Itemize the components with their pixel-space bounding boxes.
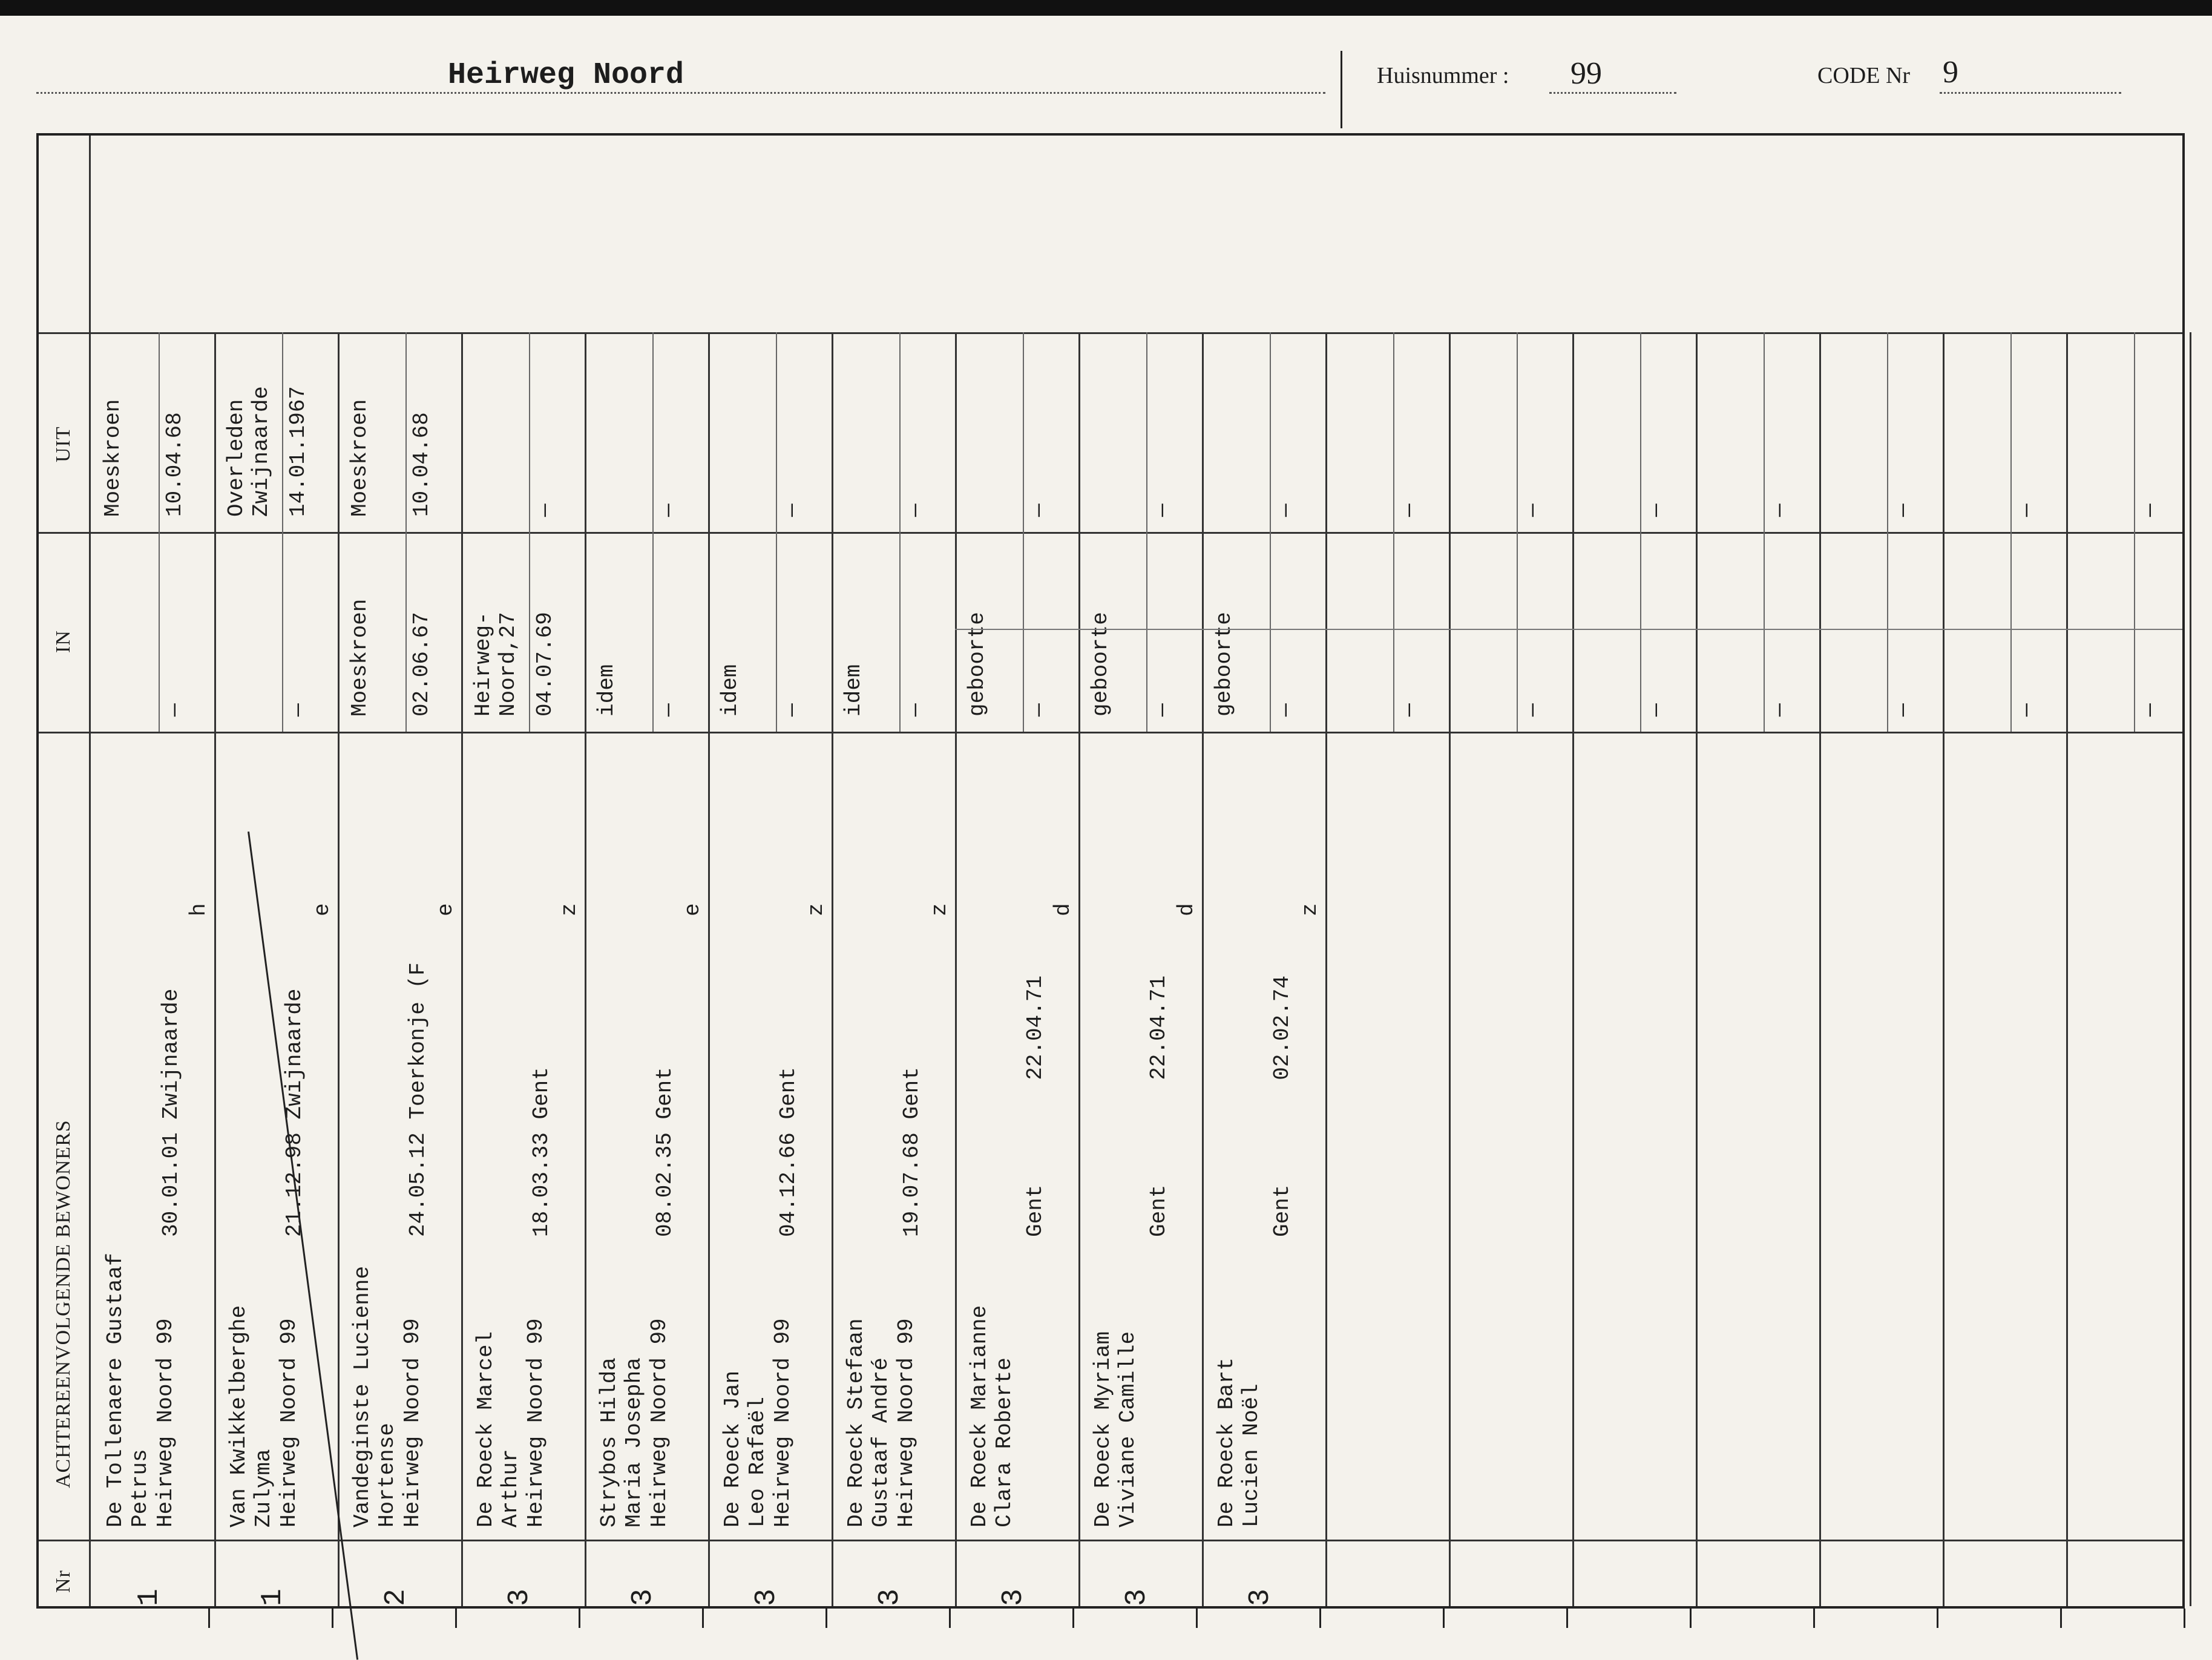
row-label-residents: ACHTEREENVOLGENDE BEWONERS — [52, 1120, 74, 1488]
column-divider — [1572, 332, 1574, 1606]
in-date: — — [779, 703, 804, 717]
column-subdivider — [1270, 332, 1271, 732]
row-label-nr: Nr — [52, 1570, 74, 1593]
street-dotted-line — [36, 92, 1325, 94]
in-place: geboorte — [1088, 612, 1113, 717]
resident-name: Vandeginste Lucienne Hortense Heirweg Noord 99 — [350, 1265, 425, 1527]
row-divider-residents — [39, 732, 2182, 733]
in-date: — — [1273, 703, 1298, 717]
bottom-tick — [1443, 1609, 1445, 1628]
resident-name: Strybos Hilda Maria Josepha Heirweg Noord 99 — [597, 1318, 672, 1527]
in-date: — — [286, 703, 310, 717]
code-label: CODE Nr — [1817, 63, 1911, 88]
bottom-column-ticks — [33, 1609, 2181, 1628]
street-name: Heirweg Noord — [448, 58, 684, 93]
resident-nr: 3 — [874, 1589, 907, 1606]
resident-nr: 2 — [380, 1589, 413, 1606]
column-subdivider — [159, 332, 160, 732]
house-number-dotted-line — [1549, 92, 1676, 94]
uit-date: — — [1273, 504, 1298, 517]
resident-name: De Tollenaere Gustaaf Petrus Heirweg Noord 99 — [103, 1253, 178, 1527]
resident-name: De Roeck Myriam Viviane Camille — [1091, 1331, 1141, 1527]
resident-birth: 24.05.12 Toerkonje (F — [405, 962, 430, 1237]
resident-nr: 3 — [504, 1589, 536, 1606]
column-divider — [1696, 332, 1698, 1606]
uit-date: 14.01.1967 — [286, 385, 310, 517]
column-divider — [832, 332, 833, 1606]
uit-date: — — [2138, 504, 2162, 517]
bottom-tick — [1319, 1609, 1321, 1628]
in-date: — — [1644, 703, 1669, 717]
in-place: idem — [718, 664, 743, 717]
resident-nr: 3 — [1121, 1589, 1154, 1606]
code-dotted-line — [1940, 92, 2121, 94]
bottom-tick — [2184, 1609, 2185, 1628]
column-divider — [1078, 332, 1080, 1606]
resident-birth: Gent 02.02.74 — [1270, 975, 1295, 1237]
bottom-tick — [702, 1609, 704, 1628]
column-subdivider — [652, 332, 654, 732]
house-number-value: 99 — [1570, 56, 1602, 91]
in-row-subline — [955, 629, 2182, 630]
resident-mark: d — [1174, 903, 1199, 916]
resident-name: De Roeck Marcel Arthur Heirweg Noord 99 — [473, 1318, 548, 1527]
column-subdivider — [1887, 332, 1888, 732]
bottom-tick — [2060, 1609, 2062, 1628]
deceased-strike-line — [248, 832, 358, 1660]
bottom-tick — [332, 1609, 333, 1628]
in-date: 02.06.67 — [409, 612, 434, 717]
column-divider — [2066, 332, 2068, 1606]
bottom-tick — [579, 1609, 580, 1628]
column-divider — [1819, 332, 1821, 1606]
uit-date: — — [1644, 504, 1669, 517]
resident-name: De Roeck Bart Lucien Noël — [1214, 1357, 1264, 1527]
column-subdivider — [776, 332, 777, 732]
in-date: — — [1891, 703, 1915, 717]
resident-mark: z — [557, 903, 582, 916]
resident-name: De Roeck Marianne Clara Roberte — [967, 1305, 1017, 1527]
column-subdivider — [2010, 332, 2012, 732]
in-date: — — [2014, 703, 2039, 717]
column-subdivider — [899, 332, 901, 732]
uit-date: — — [1026, 504, 1051, 517]
uit-date: — — [903, 504, 928, 517]
in-place: idem — [841, 664, 866, 717]
row-divider-uit — [39, 332, 2182, 334]
resident-birth: 21.12.98 Zwijnaarde — [282, 988, 307, 1237]
in-place: geboorte — [1212, 612, 1236, 717]
in-date: — — [2138, 703, 2162, 717]
resident-register-table — [36, 133, 2185, 1609]
resident-mark: d — [1051, 903, 1075, 916]
column-divider — [1943, 332, 1945, 1606]
resident-birth: Gent 22.04.71 — [1023, 975, 1048, 1237]
bottom-tick — [949, 1609, 951, 1628]
in-date: 04.07.69 — [533, 612, 557, 717]
column-divider — [708, 332, 710, 1606]
bottom-tick — [1196, 1609, 1198, 1628]
column-divider — [955, 332, 957, 1606]
bottom-tick — [1566, 1609, 1568, 1628]
in-date: — — [1520, 703, 1545, 717]
uit-date: — — [779, 504, 804, 517]
column-subdivider — [1023, 332, 1024, 732]
uit-date: — — [533, 504, 557, 517]
uit-date: — — [1150, 504, 1175, 517]
uit-date: 10.04.68 — [162, 412, 187, 517]
bottom-tick — [208, 1609, 210, 1628]
uit-place: Moeskroen — [100, 399, 125, 517]
house-number-label: Huisnummer : — [1377, 63, 1509, 88]
column-divider — [1325, 332, 1327, 1606]
resident-birth: Gent 22.04.71 — [1146, 975, 1171, 1237]
column-subdivider — [1146, 332, 1147, 732]
bottom-tick — [1690, 1609, 1692, 1628]
resident-birth: 18.03.33 Gent — [529, 1067, 554, 1237]
in-place: Moeskroen — [347, 599, 372, 717]
resident-mark: e — [310, 903, 335, 916]
column-subdivider — [2134, 332, 2135, 732]
resident-name: De Roeck Stefaan Gustaaf André Heirweg Noord 99 — [844, 1318, 919, 1527]
resident-mark: z — [1298, 903, 1322, 916]
resident-birth: 30.01.01 Zwijnaarde — [159, 988, 183, 1237]
resident-nr: 3 — [750, 1589, 783, 1606]
resident-mark: z — [927, 903, 952, 916]
in-date: — — [1150, 703, 1175, 717]
in-place: idem — [594, 664, 619, 717]
column-divider — [461, 332, 463, 1606]
uit-date: 10.04.68 — [409, 412, 434, 517]
uit-date: — — [1520, 504, 1545, 517]
column-divider — [2190, 332, 2191, 1606]
bottom-tick — [825, 1609, 827, 1628]
column-divider — [585, 332, 586, 1606]
row-label-in: IN — [52, 630, 74, 653]
in-date: — — [903, 703, 928, 717]
resident-nr: 1 — [257, 1589, 289, 1606]
uit-date: — — [1891, 504, 1915, 517]
column-divider — [1202, 332, 1204, 1606]
uit-place: Moeskroen — [347, 399, 372, 517]
column-subdivider — [1393, 332, 1394, 732]
in-date: — — [656, 703, 681, 717]
bottom-tick — [1937, 1609, 1938, 1628]
in-date: — — [1026, 703, 1051, 717]
column-subdivider — [1517, 332, 1518, 732]
resident-nr: 3 — [1244, 1589, 1277, 1606]
resident-mark: z — [804, 903, 829, 916]
uit-place: Overleden Zwijnaarde — [224, 385, 274, 517]
resident-birth: 04.12.66 Gent — [776, 1067, 801, 1237]
row-divider-in — [39, 532, 2182, 534]
resident-nr: 1 — [133, 1589, 166, 1606]
column-subdivider — [1764, 332, 1765, 732]
bottom-tick — [455, 1609, 457, 1628]
bottom-tick — [1813, 1609, 1815, 1628]
in-date: — — [162, 703, 187, 717]
resident-mark: h — [186, 903, 211, 916]
resident-name: Van Kwikkelberghe Zulyma Heirweg Noord 99 — [226, 1305, 301, 1527]
column-divider — [1449, 332, 1451, 1606]
scan-top-border — [0, 0, 2212, 16]
in-date: — — [1397, 703, 1422, 717]
column-subdivider — [405, 332, 407, 732]
row-divider-nr — [39, 1540, 2182, 1541]
resident-name: De Roeck Jan Leo Rafaël Heirweg Noord 99 — [720, 1318, 795, 1527]
column-divider — [338, 332, 340, 1606]
in-date: — — [1767, 703, 1792, 717]
uit-date: — — [2014, 504, 2039, 517]
resident-mark: e — [433, 903, 458, 916]
row-label-uit: UIT — [52, 426, 74, 462]
column-divider — [214, 332, 216, 1606]
header-separator — [1341, 51, 1342, 128]
resident-mark: e — [680, 903, 705, 916]
code-value: 9 — [1943, 55, 1958, 90]
column-subdivider — [282, 332, 283, 732]
in-place: Heirweg- Noord,27 — [471, 612, 521, 717]
column-subdivider — [1640, 332, 1641, 732]
resident-nr: 3 — [997, 1589, 1030, 1606]
resident-birth: 19.07.68 Gent — [899, 1067, 924, 1237]
uit-date: — — [1397, 504, 1422, 517]
bottom-tick — [1072, 1609, 1074, 1628]
resident-nr: 3 — [627, 1589, 660, 1606]
resident-birth: 08.02.35 Gent — [652, 1067, 677, 1237]
in-place: geboorte — [965, 612, 989, 717]
uit-date: — — [1767, 504, 1792, 517]
uit-date: — — [656, 504, 681, 517]
column-subdivider — [529, 332, 530, 732]
